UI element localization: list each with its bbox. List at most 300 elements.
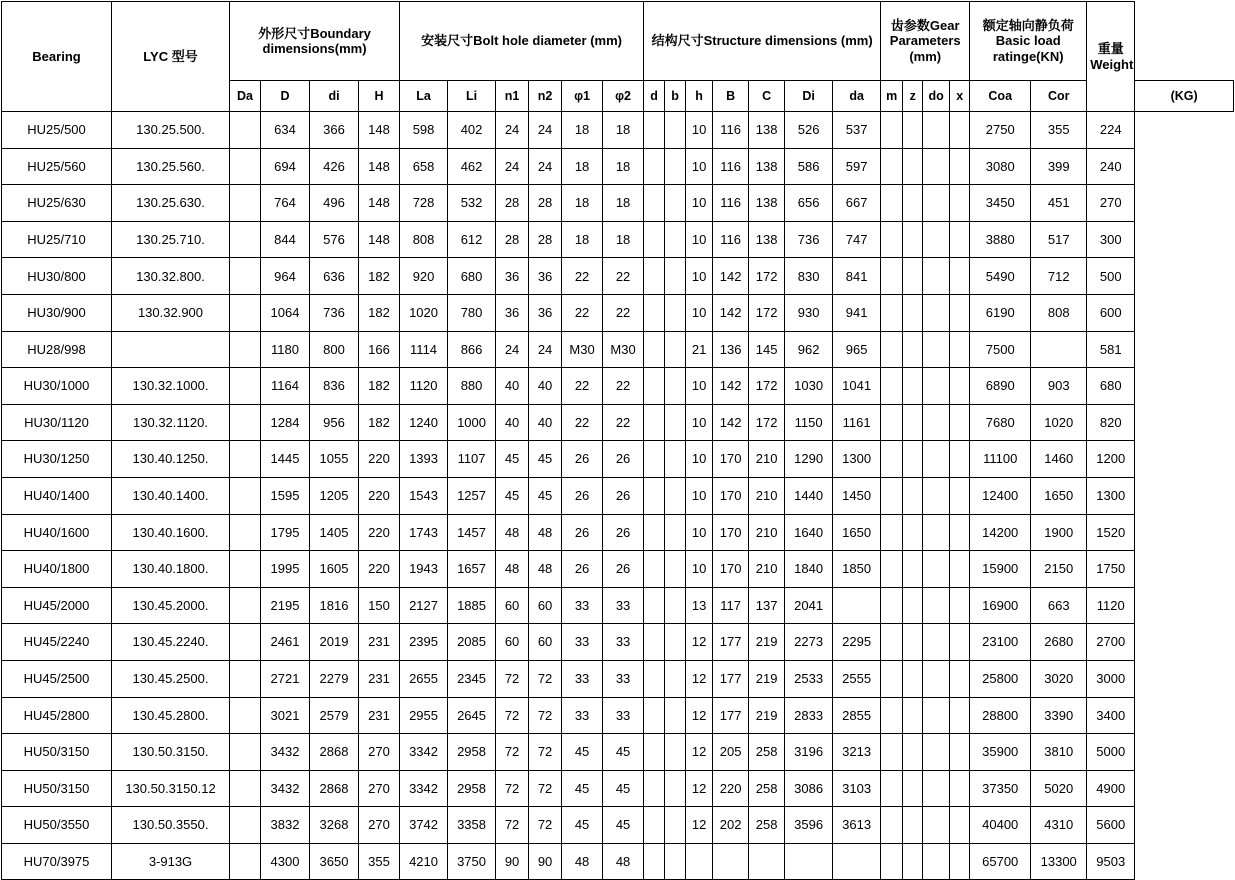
cell-value: 581 [1087,331,1135,368]
cell-value: 1543 [400,477,448,514]
table-row [2,185,1234,222]
cell-value: 5600 [1087,807,1135,844]
cell-value [903,148,923,185]
cell-model: 130.40.1250. [112,441,230,478]
cell-model: 130.32.800. [112,258,230,295]
cell-value: 2958 [448,734,496,771]
cell-value: 40400 [970,807,1031,844]
cell-value: 3596 [785,807,833,844]
cell-value: 680 [1087,368,1135,405]
subheader-Di: Di [785,81,833,112]
cell-value: 355 [1031,112,1087,149]
cell-value: 841 [833,258,881,295]
cell-model: 130.32.1000. [112,368,230,405]
table-row [2,221,1234,258]
subheader-La: La [400,81,448,112]
subheader-n2: n2 [529,81,562,112]
cell-value: 45 [529,477,562,514]
cell-value [665,660,686,697]
cell-value: 680 [448,258,496,295]
cell-value: 22 [562,368,603,405]
subheader-phi1: φ1 [562,81,603,112]
cell-value [230,807,261,844]
cell-value: 1290 [785,441,833,478]
cell-bearing: HU25/500 [2,112,112,149]
cell-value: 930 [785,294,833,331]
cell-value: 355 [359,843,400,880]
cell-value: 210 [749,514,785,551]
cell-value: 2868 [310,734,359,771]
cell-value: 60 [496,624,529,661]
cell-value [881,624,903,661]
cell-value: 36 [529,258,562,295]
cell-value [881,331,903,368]
cell-value: 1457 [448,514,496,551]
cell-value: 12400 [970,477,1031,514]
cell-value: 1520 [1087,514,1135,551]
cell-value: 10 [686,368,713,405]
subheader-z: z [903,81,923,112]
cell-value [881,112,903,149]
cell-value [665,477,686,514]
cell-value [950,331,970,368]
cell-value [923,441,950,478]
cell-value: 10 [686,221,713,258]
subheader-kg: (KG) [1135,81,1234,112]
cell-value: 1041 [833,368,881,405]
cell-value: 138 [749,112,785,149]
cell-value: 182 [359,404,400,441]
cell-value: 45 [496,441,529,478]
cell-value: 72 [496,734,529,771]
cell-value: 202 [713,807,749,844]
cell-value [881,514,903,551]
cell-value [950,148,970,185]
cell-value: 1440 [785,477,833,514]
cell-value: 12 [686,807,713,844]
table-row [2,404,1234,441]
subheader-H: H [359,81,400,112]
cell-value [881,770,903,807]
cell-value: 1164 [261,368,310,405]
cell-value [923,331,950,368]
cell-value: 1114 [400,331,448,368]
cell-value: 33 [562,624,603,661]
cell-value [665,221,686,258]
cell-value [644,770,665,807]
cell-value: 1064 [261,294,310,331]
cell-value: 148 [359,112,400,149]
cell-value: 26 [562,551,603,588]
cell-value: 219 [749,660,785,697]
cell-value: 172 [749,368,785,405]
cell-bearing: HU40/1600 [2,514,112,551]
cell-value: 258 [749,770,785,807]
subheader-Coa: Coa [970,81,1031,112]
cell-value [230,368,261,405]
cell-value: 2019 [310,624,359,661]
cell-value [881,807,903,844]
cell-value [950,843,970,880]
cell-value: 866 [448,331,496,368]
cell-value: 2279 [310,660,359,697]
cell-value [950,587,970,624]
subheader-B: B [713,81,749,112]
cell-value [665,551,686,588]
cell-value: 836 [310,368,359,405]
header-structure-dimensions: 结构尺寸Structure dimensions (mm) [644,2,881,81]
cell-model [112,331,230,368]
cell-value [881,660,903,697]
cell-value: 72 [496,770,529,807]
cell-value: 24 [496,112,529,149]
cell-value: 1000 [448,404,496,441]
header-group-row [2,2,1234,81]
cell-value: 148 [359,185,400,222]
cell-value: 72 [529,770,562,807]
cell-value: 736 [310,294,359,331]
cell-value: 45 [603,807,644,844]
cell-value: 3432 [261,734,310,771]
cell-bearing: HU40/1800 [2,551,112,588]
cell-value [881,258,903,295]
cell-value: 22 [603,368,644,405]
cell-value: 663 [1031,587,1087,624]
cell-value [644,148,665,185]
cell-value: 40 [496,368,529,405]
cell-value [950,221,970,258]
cell-value [881,734,903,771]
cell-value: 136 [713,331,749,368]
cell-value: 3450 [970,185,1031,222]
cell-bearing: HU30/1250 [2,441,112,478]
cell-value: 1795 [261,514,310,551]
cell-value: 634 [261,112,310,149]
cell-value: 956 [310,404,359,441]
cell-value: 3268 [310,807,359,844]
cell-value: 2150 [1031,551,1087,588]
cell-value [230,404,261,441]
cell-value [950,697,970,734]
cell-value: 964 [261,258,310,295]
cell-value: 220 [713,770,749,807]
header-weight: 重量 Weight [1087,2,1135,112]
cell-value: 736 [785,221,833,258]
cell-model: 130.25.500. [112,112,230,149]
cell-value [665,441,686,478]
cell-value [881,148,903,185]
cell-value: 219 [749,624,785,661]
cell-value: 220 [359,441,400,478]
header-basic-load-rating: 额定轴向静负荷 Basic load ratinge(KN) [970,2,1087,81]
subheader-Li: Li [448,81,496,112]
cell-value [230,734,261,771]
cell-value: 170 [713,514,749,551]
cell-value [950,477,970,514]
cell-value [903,734,923,771]
cell-value: 3000 [1087,660,1135,697]
cell-value: 6890 [970,368,1031,405]
cell-value [230,112,261,149]
header-bolt-hole-diameter: 安装尺寸Bolt hole diameter (mm) [400,2,644,81]
cell-value [644,404,665,441]
cell-value [665,587,686,624]
cell-value [665,807,686,844]
cell-bearing: HU40/1400 [2,477,112,514]
cell-value: 920 [400,258,448,295]
cell-value: 3650 [310,843,359,880]
cell-value [923,294,950,331]
cell-value [230,624,261,661]
cell-value: 1743 [400,514,448,551]
cell-value: 2680 [1031,624,1087,661]
cell-value: 172 [749,258,785,295]
cell-value [665,258,686,295]
bearing-specification-table [1,1,1234,880]
cell-value: 24 [529,148,562,185]
cell-value [950,441,970,478]
cell-value [923,477,950,514]
cell-value [950,807,970,844]
cell-value: 231 [359,697,400,734]
cell-value [665,734,686,771]
cell-model: 130.40.1400. [112,477,230,514]
cell-value: 2700 [1087,624,1135,661]
cell-value: 2579 [310,697,359,734]
cell-value [785,843,833,880]
cell-value: 1020 [400,294,448,331]
cell-value: 220 [359,477,400,514]
cell-value: 28 [496,185,529,222]
cell-value [881,441,903,478]
cell-value: 7680 [970,404,1031,441]
cell-bearing: HU30/900 [2,294,112,331]
cell-value [881,185,903,222]
subheader-d: d [644,81,665,112]
cell-value: 170 [713,441,749,478]
cell-value [230,477,261,514]
table-row [2,258,1234,295]
cell-value: 1840 [785,551,833,588]
table-row [2,514,1234,551]
cell-value [644,221,665,258]
cell-value [903,258,923,295]
cell-value: 22 [562,258,603,295]
cell-value: 72 [529,660,562,697]
cell-value: 45 [603,770,644,807]
cell-value: 12 [686,734,713,771]
cell-value: 844 [261,221,310,258]
cell-value: 182 [359,294,400,331]
cell-value: 2750 [970,112,1031,149]
cell-value: 18 [562,112,603,149]
cell-value [230,185,261,222]
cell-value: 22 [603,404,644,441]
subheader-phi2: φ2 [603,81,644,112]
cell-value: 2295 [833,624,881,661]
cell-value: 3103 [833,770,881,807]
table-body [2,112,1234,880]
cell-value [923,551,950,588]
cell-model: 130.50.3550. [112,807,230,844]
cell-value: 36 [496,258,529,295]
table-row [2,368,1234,405]
cell-value: 65700 [970,843,1031,880]
cell-value: 600 [1087,294,1135,331]
cell-value: 426 [310,148,359,185]
cell-value: 576 [310,221,359,258]
cell-value [644,807,665,844]
cell-value: 258 [749,807,785,844]
cell-value [923,148,950,185]
cell-value: 2395 [400,624,448,661]
cell-value: 12 [686,697,713,734]
cell-value: 10 [686,441,713,478]
cell-bearing: HU30/1000 [2,368,112,405]
cell-value [903,551,923,588]
cell-model: 130.25.560. [112,148,230,185]
cell-value: 965 [833,331,881,368]
cell-value: M30 [603,331,644,368]
cell-value [950,258,970,295]
cell-bearing: HU50/3150 [2,734,112,771]
cell-value [713,843,749,880]
cell-value: 3021 [261,697,310,734]
cell-value [903,404,923,441]
cell-value: 45 [562,807,603,844]
cell-value: 3020 [1031,660,1087,697]
cell-value: 2868 [310,770,359,807]
cell-value: 26 [562,477,603,514]
cell-value: 22 [603,258,644,295]
cell-value [950,660,970,697]
cell-value: 33 [562,697,603,734]
cell-value [903,514,923,551]
cell-value: 142 [713,294,749,331]
subheader-do: do [923,81,950,112]
cell-value [230,551,261,588]
table-header [2,2,1234,112]
cell-value: 220 [359,551,400,588]
cell-value [903,770,923,807]
cell-value: 2041 [785,587,833,624]
cell-bearing: HU25/560 [2,148,112,185]
cell-value: 26 [562,514,603,551]
cell-bearing: HU28/998 [2,331,112,368]
cell-value: 402 [448,112,496,149]
cell-value: 18 [562,148,603,185]
cell-value: 1750 [1087,551,1135,588]
cell-value: 462 [448,148,496,185]
cell-value: 5490 [970,258,1031,295]
cell-value [950,734,970,771]
cell-value [644,477,665,514]
cell-value: 1595 [261,477,310,514]
cell-value: 2645 [448,697,496,734]
cell-value: 37350 [970,770,1031,807]
cell-value [665,185,686,222]
cell-value: 258 [749,734,785,771]
cell-value: 780 [448,294,496,331]
cell-value [881,587,903,624]
cell-value: 10 [686,258,713,295]
cell-value: 1020 [1031,404,1087,441]
cell-value: 45 [562,734,603,771]
cell-value: 116 [713,185,749,222]
cell-value: 26 [562,441,603,478]
cell-value: 3880 [970,221,1031,258]
cell-model: 130.25.630. [112,185,230,222]
cell-value: 5020 [1031,770,1087,807]
cell-value: 138 [749,185,785,222]
cell-value [923,624,950,661]
cell-value [923,734,950,771]
cell-value [903,221,923,258]
cell-value: 10 [686,148,713,185]
cell-value: 3213 [833,734,881,771]
cell-bearing: HU25/630 [2,185,112,222]
cell-value: 12 [686,770,713,807]
cell-value [749,843,785,880]
cell-model: 130.32.1120. [112,404,230,441]
cell-value [923,221,950,258]
cell-value: 3390 [1031,697,1087,734]
cell-value: 1657 [448,551,496,588]
cell-value: 3432 [261,770,310,807]
cell-value: 90 [529,843,562,880]
cell-value [903,294,923,331]
cell-value: 13 [686,587,713,624]
cell-value: 694 [261,148,310,185]
cell-value: 1120 [400,368,448,405]
cell-value [903,660,923,697]
cell-value: 3086 [785,770,833,807]
cell-value: 177 [713,697,749,734]
cell-value [644,587,665,624]
cell-value [950,551,970,588]
table-row [2,660,1234,697]
cell-model: 130.45.2500. [112,660,230,697]
cell-value: 5000 [1087,734,1135,771]
cell-model: 130.50.3150. [112,734,230,771]
cell-value: 45 [562,770,603,807]
cell-value [644,843,665,880]
cell-value: 598 [400,112,448,149]
cell-value: 12 [686,624,713,661]
subheader-x: x [950,81,970,112]
cell-value [230,148,261,185]
cell-value [923,258,950,295]
cell-value: 170 [713,551,749,588]
cell-value: 270 [359,807,400,844]
cell-value: 24 [496,148,529,185]
cell-value: 880 [448,368,496,405]
cell-value: 1205 [310,477,359,514]
cell-value: 48 [529,551,562,588]
cell-value [923,697,950,734]
cell-value: 36 [496,294,529,331]
cell-model: 130.45.2800. [112,697,230,734]
cell-value: 496 [310,185,359,222]
cell-value: 40 [529,404,562,441]
cell-value: 3342 [400,734,448,771]
cell-value [881,843,903,880]
cell-value: 586 [785,148,833,185]
cell-value: 26 [603,477,644,514]
cell-model: 130.40.1800. [112,551,230,588]
cell-model: 130.25.710. [112,221,230,258]
cell-value: 231 [359,660,400,697]
